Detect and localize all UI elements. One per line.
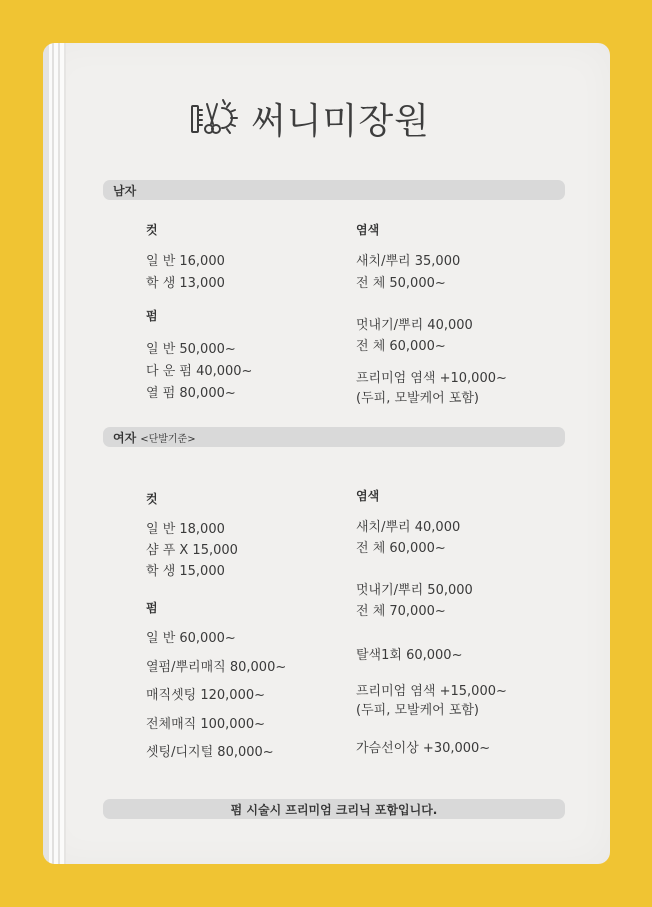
men-perm-item: 다 운 펌 40,000~ (146, 364, 253, 379)
men-dye-item: 전 체 60,000~ (356, 339, 446, 354)
women-cut-item: 학 생 15,000 (146, 564, 225, 579)
women-cut-heading: 컷 (146, 492, 158, 506)
section-label-women: 여자 (113, 430, 137, 445)
women-cut-item: 일 반 18,000 (146, 522, 225, 537)
women-dye-item: 탈색1회 60,000~ (356, 648, 463, 663)
men-dye-heading: 염색 (356, 223, 380, 237)
logo (189, 95, 430, 141)
scissors-comb-icon (189, 96, 241, 140)
section-note-women: <단발기준> (140, 433, 196, 445)
men-perm-item: 열 펌 80,000~ (146, 386, 236, 401)
women-dye-item: 프리미엄 염색 +15,000~ (356, 684, 507, 699)
footer-bar (103, 799, 565, 819)
men-dye-item: 멋내기/뿌리 40,000 (356, 318, 473, 333)
men-dye-item: 새치/뿌리 35,000 (356, 254, 461, 269)
women-perm-heading: 펌 (146, 601, 158, 615)
women-perm-item: 전체매직 100,000~ (146, 717, 266, 732)
women-perm-item: 일 반 60,000~ (146, 631, 236, 646)
women-dye-item: 전 체 70,000~ (356, 604, 446, 619)
men-cut-heading: 컷 (146, 223, 158, 237)
women-perm-item: 셋팅/디지털 80,000~ (146, 745, 274, 760)
shop-name: 써니미장원 (251, 100, 430, 142)
women-dye-item: 멋내기/뿌리 50,000 (356, 583, 473, 598)
men-perm-item: 일 반 50,000~ (146, 342, 236, 357)
section-bar-men (103, 180, 565, 200)
footer-note: 펌 시술시 프리미엄 크리닉 포함입니다. (230, 802, 438, 817)
women-dye-heading: 염색 (356, 489, 380, 503)
women-dye-item: 가슴선이상 +30,000~ (356, 741, 491, 756)
men-dye-item: (두피, 모발케어 포함) (356, 391, 480, 406)
women-dye-item: (두피, 모발케어 포함) (356, 703, 480, 718)
women-perm-item: 열펌/뿌리매직 80,000~ (146, 660, 287, 675)
section-bar-women (103, 427, 565, 447)
men-perm-heading: 펌 (146, 309, 158, 323)
binding-stripes (43, 43, 71, 864)
women-dye-item: 전 체 60,000~ (356, 541, 446, 556)
price-card (43, 43, 610, 864)
women-perm-item: 매직셋팅 120,000~ (146, 688, 266, 703)
men-dye-item: 전 체 50,000~ (356, 276, 446, 291)
women-dye-item: 새치/뿌리 40,000 (356, 520, 461, 535)
women-cut-item: 샴 푸 X 15,000 (146, 543, 238, 558)
section-label-men: 남자 (113, 183, 137, 198)
men-cut-item: 학 생 13,000 (146, 276, 225, 291)
men-dye-item: 프리미엄 염색 +10,000~ (356, 371, 507, 386)
men-cut-item: 일 반 16,000 (146, 254, 225, 269)
